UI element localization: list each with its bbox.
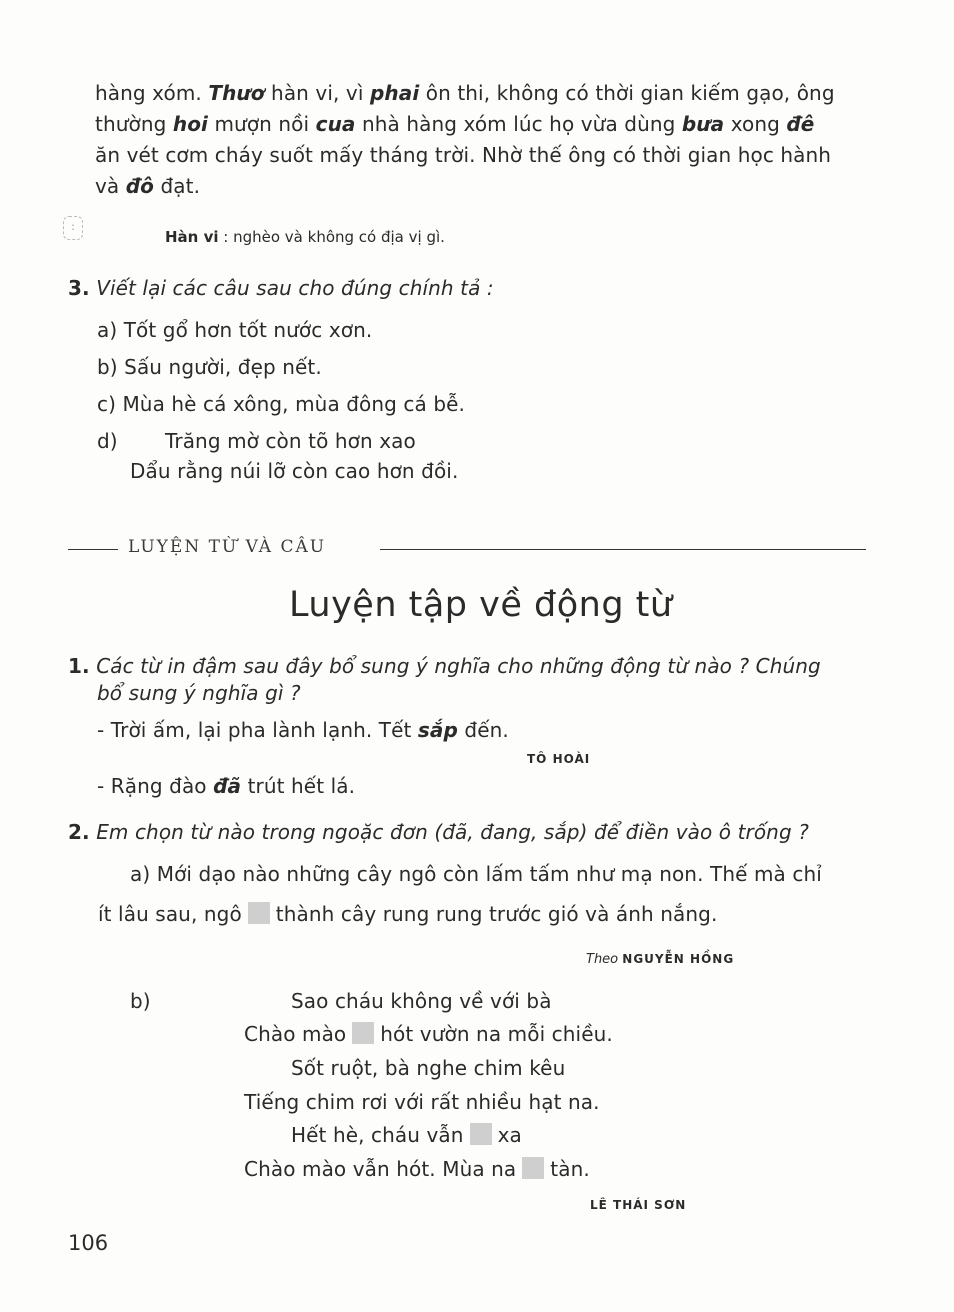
passage-line-2: [95, 109, 814, 139]
text: hót vườn na mỗi chiều.: [380, 1022, 613, 1046]
text: đến.: [457, 718, 509, 742]
text: hàn vi, vì: [264, 81, 370, 105]
exercise-1-sentence-2: [97, 771, 355, 801]
text: mượn nồi: [208, 112, 316, 136]
text: xa: [497, 1123, 522, 1147]
note-term: Hàn vi: [165, 228, 219, 246]
source-le-thai-son: LÊ THÁI SƠN: [590, 1198, 687, 1212]
poem-line-5: [291, 1120, 522, 1150]
bold-word: đê: [786, 112, 815, 136]
section-rule-right: [380, 549, 866, 550]
bold-word: bưa: [681, 112, 725, 136]
exercise-2-a-line-2: [98, 899, 717, 929]
text: tàn.: [550, 1157, 590, 1181]
blank-box[interactable]: [470, 1123, 492, 1145]
note-definition: : nghèo và không có địa vị gì.: [218, 228, 445, 246]
source-author: NGUYỄN HỒNG: [622, 952, 735, 966]
passage-line-3: ăn vét cơm cháy suốt mấy tháng trời. Nhờ thế ông có thời gian học hành: [95, 143, 832, 167]
note-icon: :: [63, 216, 83, 240]
exercise-number: 1.: [68, 654, 90, 678]
page-number: 106: [68, 1231, 109, 1255]
exercise-3-c: c) Mùa hè cá xông, mùa đông cá bễ.: [97, 392, 465, 416]
bold-word: cua: [315, 112, 356, 136]
page-title: Luyện tập về động từ: [289, 585, 673, 625]
poem-line-3: Sốt ruột, bà nghe chim kêu: [291, 1056, 566, 1080]
bold-word: sắp: [417, 718, 458, 742]
exercise-1-prompt-line-2: bổ sung ý nghĩa gì ?: [97, 681, 301, 705]
bold-word: đô: [125, 174, 155, 198]
poem-line-2: [244, 1019, 613, 1049]
text: thành cây rung rung trước gió và ánh nắng.: [275, 902, 718, 926]
blank-box[interactable]: [248, 902, 270, 924]
text: đạt.: [154, 174, 201, 198]
bold-word: Thươ: [208, 81, 265, 105]
text: Chào mào vẫn hót. Mùa na: [244, 1157, 517, 1181]
text: - Trời ấm, lại pha lành lạnh. Tết: [97, 718, 418, 742]
exercise-prompt: Các từ in đậm sau đây bổ sung ý nghĩa cho những động từ nào ? Chúng: [96, 654, 821, 678]
exercise-3-a: a) Tốt gổ hơn tốt nước xơn.: [97, 318, 373, 342]
bold-word: đã: [213, 774, 242, 798]
exercise-2-prompt: [68, 817, 809, 847]
exercise-3-prompt: [68, 273, 494, 303]
bold-word: hoi: [172, 112, 208, 136]
blank-box[interactable]: [352, 1022, 374, 1044]
exercise-number: 2.: [68, 820, 90, 844]
poem-line-6: [244, 1154, 590, 1184]
text: trút hết lá.: [241, 774, 356, 798]
passage-line-1: [95, 78, 835, 108]
text: - Rặng đào: [97, 774, 214, 798]
text: ôn thi, không có thời gian kiếm gạo, ông: [419, 81, 835, 105]
text: và: [95, 174, 126, 198]
exercise-3-d-label: d): [97, 429, 118, 453]
poem-line-4: Tiếng chim rơi với rất nhiều hạt na.: [244, 1090, 600, 1114]
exercise-3-b: b) Sấu người, đẹp nết.: [97, 355, 322, 379]
section-rule-left: [68, 549, 118, 550]
bold-word: phai: [369, 81, 420, 105]
exercise-prompt: Em chọn từ nào trong ngoặc đơn (đã, đang, sắp) để điền vào ô trống ?: [96, 820, 809, 844]
text: hàng xóm.: [95, 81, 209, 105]
source-nguyen-hong: [586, 952, 734, 967]
poem-line-1: Sao cháu không về với bà: [291, 989, 552, 1013]
exercise-3-d-line-1: Trăng mờ còn tõ hơn xao: [165, 429, 416, 453]
passage-line-4: [95, 171, 200, 201]
exercise-number: 3.: [68, 276, 90, 300]
text: Chào mào: [244, 1022, 347, 1046]
text: Hết hè, cháu vẫn: [291, 1123, 464, 1147]
exercise-2-a-line-1: a) Mới dạo nào những cây ngô còn lấm tấm như mạ non. Thế mà chỉ: [130, 862, 822, 886]
text: thường: [95, 112, 173, 136]
source-prefix: Theo: [586, 952, 619, 967]
exercise-1-sentence-1: [97, 715, 509, 745]
exercise-2-b-label: b): [130, 989, 151, 1013]
exercise-1-prompt-line-1: [68, 651, 821, 681]
text: xong: [724, 112, 787, 136]
vocab-note: [165, 228, 445, 246]
exercise-prompt: Viết lại các câu sau cho đúng chính tả :: [96, 276, 494, 300]
text: nhà hàng xóm lúc họ vừa dùng: [355, 112, 682, 136]
blank-box[interactable]: [522, 1157, 544, 1179]
exercise-3-d-line-2: Dẩu rằng núi lỡ còn cao hơn đồi.: [130, 459, 459, 483]
section-label: LUYỆN TỪ VÀ CÂU: [128, 537, 327, 557]
source-to-hoai: TÔ HOÀI: [527, 752, 591, 766]
text: ít lâu sau, ngô: [98, 902, 242, 926]
